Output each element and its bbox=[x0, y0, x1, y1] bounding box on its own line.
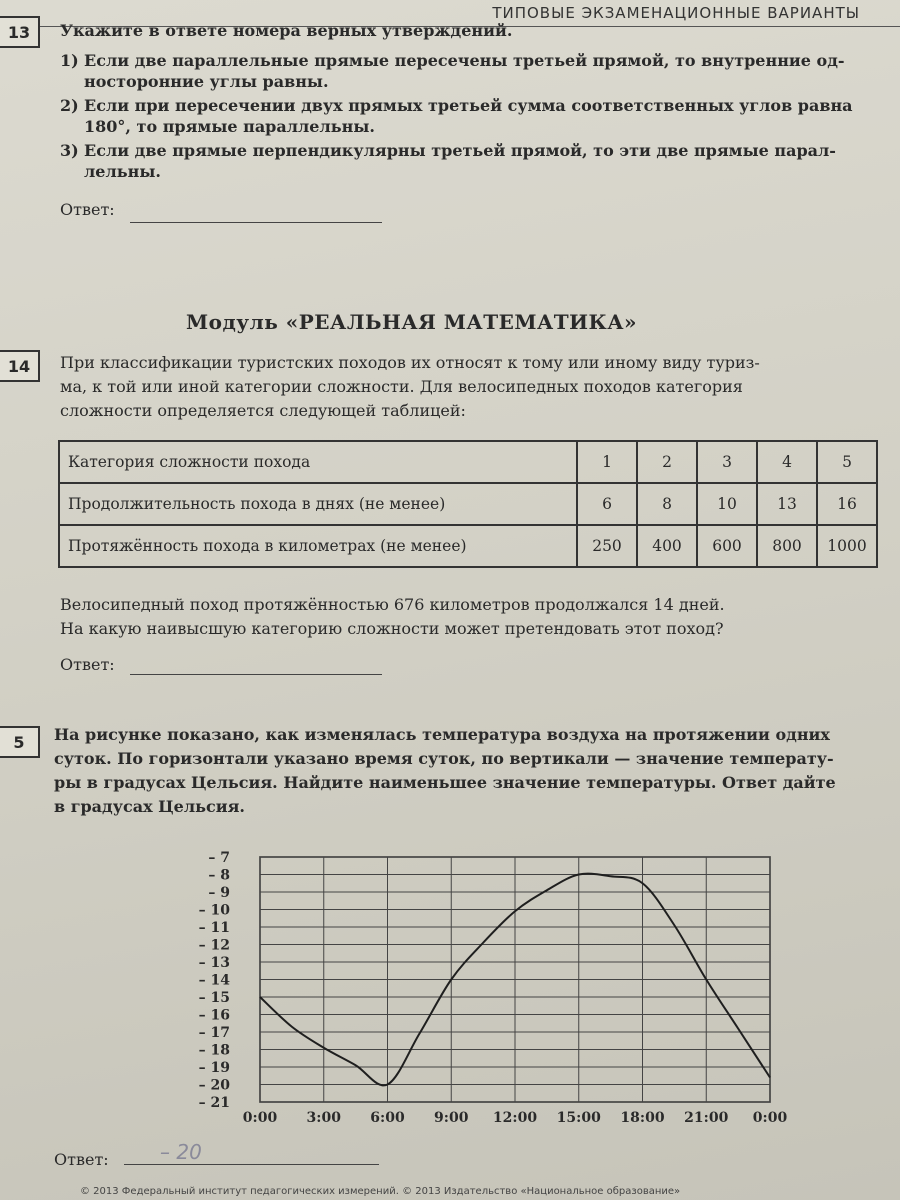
question-number-13: 13 bbox=[0, 16, 40, 48]
x-tick-label: 21:00 bbox=[684, 1110, 729, 1126]
table-cell: 2 bbox=[637, 441, 697, 483]
y-tick-label: – 9 bbox=[208, 885, 230, 901]
q13-item-2-line2: 180°, то прямые параллельны. bbox=[84, 117, 375, 136]
y-tick-label: – 16 bbox=[198, 1007, 230, 1024]
difficulty-table bbox=[58, 440, 878, 568]
q14-question-line-2: На какую наивысшую категорию сложности может претендовать этот поход? bbox=[60, 619, 724, 638]
x-tick-label: 0:00 bbox=[752, 1110, 788, 1126]
q15-text-line-3: ры в градусах Цельсия. Найдите наименьшее значение температуры. Ответ дайте bbox=[54, 773, 836, 792]
table-cell: 3 bbox=[697, 441, 757, 483]
table-cell: 1000 bbox=[817, 525, 877, 567]
table-cell: 250 bbox=[577, 525, 637, 567]
table-row-label: Продолжительность похода в днях (не менее) bbox=[59, 483, 577, 525]
y-tick-label: – 10 bbox=[198, 902, 230, 919]
table-cell: 6 bbox=[577, 483, 637, 525]
q15-text-line-2: суток. По горизонтали указано время суток, по вертикали — значение температу- bbox=[54, 749, 834, 768]
table-row-label: Категория сложности похода bbox=[59, 441, 577, 483]
q13-item-1-line2: носторонние углы равны. bbox=[84, 72, 329, 91]
table-cell: 800 bbox=[757, 525, 817, 567]
question-number-14: 14 bbox=[0, 350, 40, 382]
y-tick-label: – 18 bbox=[198, 1042, 230, 1059]
y-tick-label: – 13 bbox=[198, 955, 230, 971]
q13-item-3-number: 3) bbox=[60, 141, 79, 160]
y-tick-label: – 21 bbox=[198, 1095, 230, 1111]
footer-copyright: © 2013 Федеральный институт педагогических измерений. © 2013 Издательство «Национальное образование» bbox=[80, 1186, 681, 1197]
y-tick-label: – 19 bbox=[198, 1060, 230, 1076]
q13-item-1-number: 1) bbox=[60, 51, 79, 70]
q14-answer-line[interactable] bbox=[130, 674, 382, 675]
y-tick-label: – 8 bbox=[208, 867, 230, 884]
y-tick-label: – 14 bbox=[198, 972, 230, 989]
q13-item-2-line1: Если при пересечении двух прямых третьей сумма соответственных углов равна bbox=[84, 96, 853, 115]
table-cell: 13 bbox=[757, 483, 817, 525]
table-cell: 600 bbox=[697, 525, 757, 567]
x-tick-label: 3:00 bbox=[306, 1110, 341, 1126]
table-row bbox=[59, 483, 877, 525]
table-cell: 10 bbox=[697, 483, 757, 525]
x-tick-label: 0:00 bbox=[242, 1110, 278, 1126]
y-tick-label: – 7 bbox=[208, 850, 230, 866]
q14-intro-line-2: ма, к той или иной категории сложности. Для велосипедных походов категория bbox=[60, 377, 743, 396]
table-cell: 1 bbox=[577, 441, 637, 483]
q15-text-line-1: На рисунке показано, как изменялась температура воздуха на протяжении одних bbox=[54, 725, 830, 744]
q15-answer-line[interactable] bbox=[124, 1164, 379, 1165]
q14-intro-line-3: сложности определяется следующей таблицей: bbox=[60, 401, 466, 420]
q13-item-3-line2: лельны. bbox=[84, 162, 161, 181]
q15-handwritten-answer: – 20 bbox=[160, 1140, 202, 1164]
y-tick-label: – 11 bbox=[198, 920, 230, 936]
table-cell: 8 bbox=[637, 483, 697, 525]
table-cell: 4 bbox=[757, 441, 817, 483]
y-axis-ticks bbox=[199, 850, 231, 1111]
x-tick-label: 12:00 bbox=[492, 1110, 538, 1126]
header-title: ТИПОВЫЕ ЭКЗАМЕНАЦИОННЫЕ ВАРИАНТЫ bbox=[492, 4, 860, 22]
q13-item-3-line1: Если две прямые перпендикулярны третьей прямой, то эти две прямые парал- bbox=[84, 141, 836, 160]
y-tick-label: – 20 bbox=[198, 1077, 230, 1094]
q15-text-line-4: в градусах Цельсия. bbox=[54, 797, 245, 816]
q13-answer-line[interactable] bbox=[130, 222, 382, 223]
q14-intro-line-1: При классификации туристских походов их относят к тому или иному виду туриз- bbox=[60, 353, 760, 372]
q14-question-line-1: Велосипедный поход протяжённостью 676 километров продолжался 14 дней. bbox=[60, 595, 725, 614]
x-tick-label: 6:00 bbox=[370, 1110, 405, 1126]
q14-answer-label: Ответ: bbox=[60, 655, 115, 674]
y-tick-label: – 17 bbox=[198, 1025, 230, 1041]
table-row bbox=[59, 525, 877, 567]
q13-prompt: Укажите в ответе номера верных утверждений. bbox=[60, 21, 513, 40]
q13-item-2-number: 2) bbox=[60, 96, 79, 115]
x-tick-label: 18:00 bbox=[620, 1110, 665, 1126]
q15-answer-label: Ответ: bbox=[54, 1150, 109, 1169]
q13-answer-label: Ответ: bbox=[60, 200, 115, 219]
y-tick-label: – 12 bbox=[198, 937, 230, 954]
x-tick-label: 15:00 bbox=[556, 1110, 601, 1126]
table-row-label: Протяжённость похода в километрах (не менее) bbox=[59, 525, 577, 567]
table-cell: 5 bbox=[817, 441, 877, 483]
table-cell: 400 bbox=[637, 525, 697, 567]
x-tick-label: 9:00 bbox=[434, 1110, 469, 1126]
y-tick-label: – 15 bbox=[198, 990, 230, 1006]
question-number-15: 5 bbox=[0, 726, 40, 758]
temperature-chart bbox=[180, 840, 800, 1130]
table-cell: 16 bbox=[817, 483, 877, 525]
chart-grid bbox=[260, 857, 770, 1102]
x-axis-ticks bbox=[243, 1110, 788, 1126]
q13-item-1-line1: Если две параллельные прямые пересечены третьей прямой, то внутренние од- bbox=[84, 51, 845, 70]
table-row bbox=[59, 441, 877, 483]
module-title: Модуль «РЕАЛЬНАЯ МАТЕМАТИКА» bbox=[186, 310, 638, 334]
